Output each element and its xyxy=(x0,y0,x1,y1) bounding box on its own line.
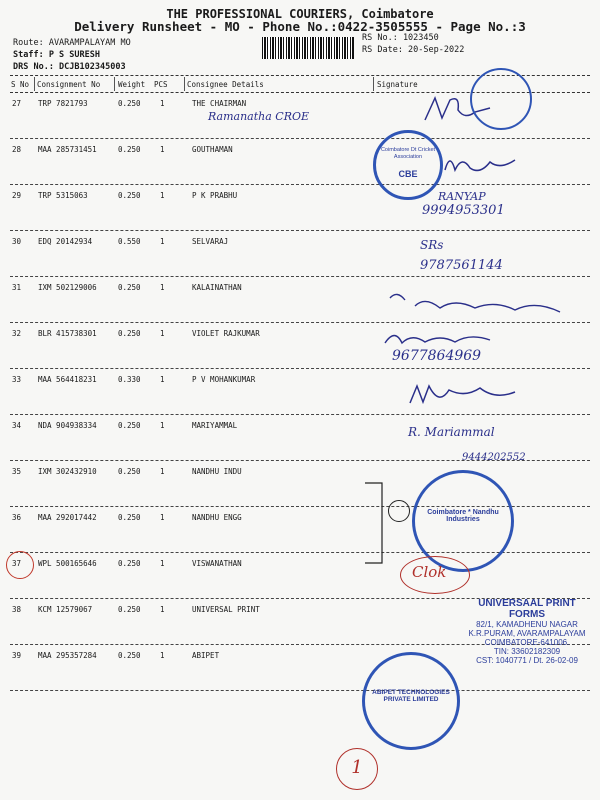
row-consignee: VIOLET RAJKUMAR xyxy=(192,329,260,338)
row-weight: 0.250 xyxy=(118,467,141,476)
row-consignee: NANDHU INDU xyxy=(192,467,242,476)
row-sno: 29 xyxy=(12,191,22,200)
row-consignment-no: MAA 292017442 xyxy=(38,513,97,522)
row-consignee: MARIYAMMAL xyxy=(192,421,238,430)
abipet-stamp-text: ABIPET TECHNOLOGIES PRIVATE LIMITED xyxy=(372,689,450,703)
row-weight: 0.330 xyxy=(118,375,141,384)
row-pcs: 1 xyxy=(160,421,165,430)
handwritten-name-row27: Ramanatha CROE xyxy=(208,110,310,123)
rs-date: RS Date: 20-Sep-2022 xyxy=(362,45,465,55)
row-sno: 37 xyxy=(12,559,22,568)
signature-row31 xyxy=(385,288,575,328)
red-circled-number xyxy=(336,748,378,790)
drs-number: DRS No.: DCJB102345003 xyxy=(13,62,126,72)
row-weight: 0.250 xyxy=(118,329,141,338)
row-pcs: 1 xyxy=(160,145,165,154)
universal-stamp-line4: TIN: 33602182309 xyxy=(493,647,561,656)
col-divider xyxy=(184,77,185,91)
handwritten-phone-row32: 9677864969 xyxy=(392,348,482,364)
abipet-technologies-stamp xyxy=(362,652,460,750)
row-sno: 33 xyxy=(12,375,22,384)
signature-row28 xyxy=(440,150,530,180)
row-consignment-no: TRP 7821793 xyxy=(38,99,88,108)
row-consignment-no: NDA 904938334 xyxy=(38,421,97,430)
col-header-weight: Weight xyxy=(118,80,146,89)
row-consignee: P V MOHANKUMAR xyxy=(192,375,256,384)
company-title: THE PROFESSIONAL COURIERS, Coimbatore xyxy=(166,7,434,21)
signature-row32 xyxy=(380,328,510,350)
row-weight: 0.250 xyxy=(118,99,141,108)
row-pcs: 1 xyxy=(160,467,165,476)
circle-mark xyxy=(388,500,410,522)
row-sno: 27 xyxy=(12,99,22,108)
row-consignee: VISWANATHAN xyxy=(192,559,242,568)
barcode xyxy=(262,37,354,59)
row-consignee: ABIPET xyxy=(192,651,220,660)
row-consignee: GOUTHAMAN xyxy=(192,145,233,154)
handwritten-name-row29: RANYAP xyxy=(438,190,486,203)
row-pcs: 1 xyxy=(160,375,165,384)
row-weight: 0.250 xyxy=(118,191,141,200)
row-weight: 0.250 xyxy=(118,283,141,292)
universal-stamp-line5: CST: 1040771 / Dt. 26-02-09 xyxy=(476,656,578,665)
col-header-consignment: Consignment No xyxy=(37,80,101,89)
handwritten-name-row34: R. Mariammal xyxy=(408,425,495,439)
row-sno: 32 xyxy=(12,329,22,338)
col-header-pcs: PCS xyxy=(154,80,168,89)
row-pcs: 1 xyxy=(160,559,165,568)
red-number: 1 xyxy=(351,757,363,778)
row-consignment-no: IXM 302432910 xyxy=(38,467,97,476)
row-consignment-no: IXM 502129006 xyxy=(38,283,97,292)
universal-print-forms-stamp xyxy=(462,598,592,665)
col-divider xyxy=(114,77,115,91)
row-weight: 0.250 xyxy=(118,145,141,154)
row-sno: 30 xyxy=(12,237,22,246)
association-stamp-center: CBE xyxy=(398,169,418,179)
universal-stamp-line2: K.R.PURAM, AVARAMPALAYAM xyxy=(468,629,586,638)
red-oval-mark xyxy=(400,556,470,594)
universal-stamp-line1: 82/1, KAMADHENU NAGAR xyxy=(476,620,578,629)
runsheet-title: Delivery Runsheet - MO - Phone No.:0422-3505555 - Page No.:3 xyxy=(74,19,526,34)
col-header-consignee: Consignee Details xyxy=(187,80,264,89)
handwritten-phone-row29: 9994953301 xyxy=(422,203,505,218)
row-pcs: 1 xyxy=(160,513,165,522)
table-row xyxy=(10,553,590,599)
row-sno: 31 xyxy=(12,283,22,292)
table-row xyxy=(10,231,590,277)
nandhu-stamp-text: Coimbatore * Nandhu Industries xyxy=(427,509,499,523)
row-pcs: 1 xyxy=(160,651,165,660)
row-consignment-no: WPL 500165646 xyxy=(38,559,97,568)
row-pcs: 1 xyxy=(160,283,165,292)
row-weight: 0.250 xyxy=(118,559,141,568)
row-sno: 39 xyxy=(12,651,22,660)
red-circle-mark xyxy=(6,551,34,579)
row-consignee: NANDHU ENGG xyxy=(192,513,242,522)
col-divider xyxy=(34,77,35,91)
col-divider xyxy=(373,77,374,91)
association-stamp-text: Coimbatore Dt Cricket Association xyxy=(380,147,436,160)
row-consignment-no: TRP 5315063 xyxy=(38,191,88,200)
row-consignee: THE CHAIRMAN xyxy=(192,99,247,108)
signature-row33 xyxy=(405,378,525,412)
row-sno: 34 xyxy=(12,421,22,430)
row-weight: 0.250 xyxy=(118,605,141,614)
handwritten-initials-row30: SRs xyxy=(420,238,444,252)
row-consignment-no: MAA 295357284 xyxy=(38,651,97,660)
row-weight: 0.250 xyxy=(118,513,141,522)
handwritten-clok: Clok xyxy=(412,563,447,581)
row-weight: 0.550 xyxy=(118,237,141,246)
small-round-stamp xyxy=(470,68,532,130)
row-consignee: KALAINATHAN xyxy=(192,283,242,292)
row-consignment-no: KCM 12579067 xyxy=(38,605,93,614)
row-consignee: P K PRABHU xyxy=(192,191,238,200)
row-pcs: 1 xyxy=(160,237,165,246)
cricket-association-stamp xyxy=(373,130,443,200)
route-label: Route: AVARAMPALAYAM MO xyxy=(13,38,131,48)
row-weight: 0.250 xyxy=(118,421,141,430)
row-weight: 0.250 xyxy=(118,651,141,660)
row-pcs: 1 xyxy=(160,99,165,108)
row-consignment-no: MAA 285731451 xyxy=(38,145,97,154)
col-header-sno: S No xyxy=(11,80,30,89)
col-header-signature: Signature xyxy=(377,80,418,89)
row-sno: 35 xyxy=(12,467,22,476)
row-sno: 38 xyxy=(12,605,22,614)
row-consignment-no: EDQ 20142934 xyxy=(38,237,93,246)
universal-stamp-line3: COIMBATORE-641006. xyxy=(484,638,570,647)
row-consignee: UNIVERSAL PRINT xyxy=(192,605,260,614)
handwritten-phone-row34: 9444202552 xyxy=(462,452,526,463)
rs-number: RS No.: 1023450 xyxy=(362,33,439,43)
bracket-mark xyxy=(360,478,390,568)
row-consignee: SELVARAJ xyxy=(192,237,229,246)
row-sno: 36 xyxy=(12,513,22,522)
row-consignment-no: MAA 564418231 xyxy=(38,375,97,384)
handwritten-phone-row30: 9787561144 xyxy=(420,258,503,273)
row-pcs: 1 xyxy=(160,191,165,200)
row-pcs: 1 xyxy=(160,329,165,338)
row-divider xyxy=(10,690,590,691)
row-pcs: 1 xyxy=(160,605,165,614)
row-sno: 28 xyxy=(12,145,22,154)
universal-stamp-title: UNIVERSAAL PRINT FORMS xyxy=(478,598,576,620)
row-consignment-no: BLR 415738301 xyxy=(38,329,97,338)
staff-label: Staff: P S SURESH xyxy=(13,50,100,60)
